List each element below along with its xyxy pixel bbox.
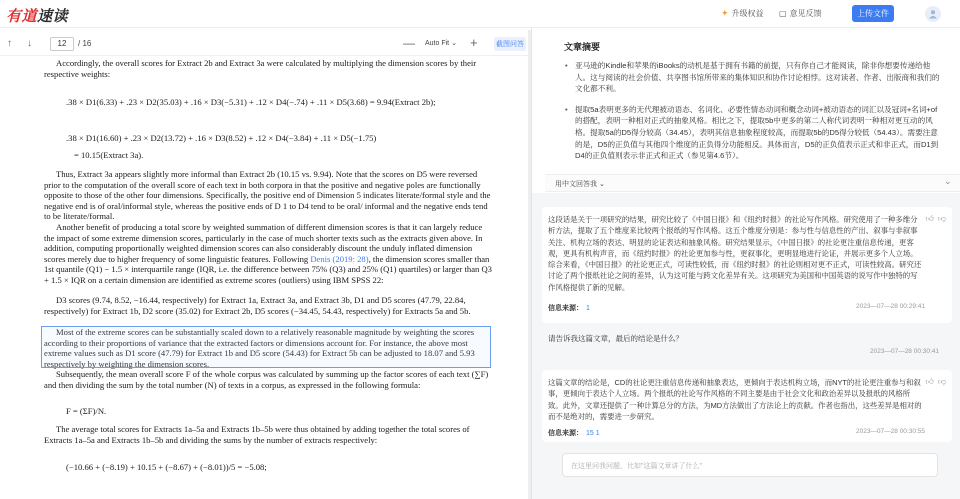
message-time: 2023—07—28 00:29:41 [855,303,925,310]
chat-input[interactable] [571,459,931,473]
doc-paragraph: Subsequently, the mean overall score F of the whole corpus was calculated by summing up the factor scores of each text (∑F) and then dividing the sum by the total number (N) of texts in a corpus, as expressed in the following formula: [44,369,489,390]
upload-file-button[interactable]: 上传文件 [852,5,894,22]
summary-list [561,60,941,171]
doc-text: , the dimension scores smaller than 1st quantile (Q1) − 1.5 × interquartile range (IQR, i.e. the difference between 75% (Q3) and 25% (Q1) quartiles) or larger than Q3 + 1.5 × IQR on a certain dimension are identified as extreme scores (outliers) using IBM SPSS 22: [44,253,492,285]
doc-paragraph: Thus, Extract 3a appears slightly more informal than Extract 2b (10.15 vs. 9.94). Note that the scores on D5 were reversed prior to the computation of the overall score of each text in both corpora in that the positive and negative poles are functionally opposite to those of the other four dimensions. Specifically, the positive end of Dimension 5 indicates literate/formal style and the negative end is of oral/informal style, whereas the positive ends of D 1 to D4 tend to be oral/ informal and the negative ends tend to be literate/formal. [44,169,491,222]
language-bar[interactable] [545,174,960,192]
doc-paragraph-highlighted: Most of the extreme scores can be substantially scaled down to a relatively reasonable magnitude by weighting the scores according to their proportions of variance that the extracted factors or dimensions account for. For instance, the above most extreme values such as D1 score (47.79) for Extract 1b and D5 score (54.43) for Extract 5b can be adjusted to 18.07 and 5.93 respectively by weighting the dimension scores. [44,327,475,369]
message-text: 这篇文章的结论是，CD的社论更注重信息传递和抽象表达，更倾向于表达机构立场，而NYT的社论更注重参与和叙事，更倾向于表达个人立场。两个报纸的社论写作风格的不同主要是由于社会文化和政治差异以及报纸的风格所致。此外，文章还提供了一种计算总分的方法，为MD方法做出了方法论上的贡献。作者也指出，这些差异是相对的而不是绝对的，需要进一步研究。 [548,378,922,421]
selection-highlight [41,326,491,368]
chat-input-box[interactable] [562,453,938,477]
feedback-button[interactable] [779,8,822,19]
summary-item: • 提取5a表明更多的无代理被动语态、名词化、必要性情态动词和概念动词+被动语态的词汇以及冠词+名词+of的搭配，表明一种相对正式的抽象风格。相比之下，提取5b中更多的第二人称代词表明一种相对更互动的风格。提取5a的D5得分较高（34.45），表明其信息抽象程度较高，而提取5b的D5得分较低（54.43）。需要注意的是，D5的正负值与其他四个维度的正负得分功能相反。具体而言，D5的正负值表示正式和非正式，而D1到D4的正负值则表示非正式和正式（参见第4.6节）。 [561,104,941,162]
thumbs-down-icon[interactable]: 👎︎ [937,377,946,386]
arrow-down-icon[interactable]: ↓ [27,38,32,49]
page-number-input[interactable]: 12 [50,37,74,51]
logo-suodu: 速读 [37,8,69,25]
user-message: 请告诉我这篇文章，最后的结论是什么？ [548,334,683,343]
citation-link[interactable]: Denis (2019: 28) [310,253,369,264]
zoom-in-icon[interactable]: + [470,35,478,50]
logo-youdao: 有道 [6,8,38,25]
assistant-message [542,370,952,442]
document-viewer[interactable] [0,56,530,499]
equation-3: F = (ΣF)/N. [66,406,107,416]
doc-paragraph [44,222,492,286]
equation-2b: = 10.15(Extract 3a). [74,150,144,160]
feedback-label: 意见反馈 [789,9,822,18]
feedback-icons [926,214,947,224]
avatar[interactable] [925,6,941,22]
equation-2a: .38 × D1(16.60) + .23 × D2(13.72) + .16 × D3(8.52) + .12 × D4(−3.84) + .11 × D5(−1.75) [66,133,377,143]
feedback-icons [926,377,947,387]
thumbs-down-icon[interactable]: 👎︎ [937,214,946,223]
doc-paragraph: Accordingly, the overall scores for Extract 2b and Extract 3a were calculated by multiplying the dimension scores by their respective weights: [44,58,477,79]
message-time: 2023—07—28 00:30:55 [855,428,925,435]
chevron-down-icon: ⌄ [451,40,457,47]
logo[interactable] [6,5,68,26]
equation-1: .38 × D1(6.33) + .23 × D2(35.03) + .16 × D3(−5.31) + .12 × D4(−.74) + .11 × D5(3.68) = 9.94(Extract 2b); [66,97,436,107]
upgrade-label: 升级权益 [731,9,764,18]
screenshot-ask-button[interactable]: 截图问答 [494,37,526,51]
doc-text: Another benefit of producing a total score by weighted summation of different dimension scores is that it can largely reduce the impact of some extreme dimension scores, particularly in the case of much shorter texts such as the extracts given above. In addition, computing proportionally weighted dimension scores can also considerably discount the unduly inflated dimension scores merely due to higher frequency of some linguistic features. Following [44,222,483,264]
user-message-time: 2023—07—28 00:30:41 [870,348,940,355]
user-icon [928,9,938,19]
zoom-label: Auto Fit [425,40,450,47]
arrow-up-icon[interactable]: ↑ [7,38,12,49]
zoom-out-icon[interactable]: — [403,36,415,50]
assistant-message [542,207,952,323]
doc-paragraph: D3 scores (9.74, 8.52, −16.44, respectively) for Extract 1a, Extract 3a, and Extract 3b, D1 and D5 scores (47.79, 22.84, respectively) for Extract 1b, D2 score (35.02) for Extract 2b, D5 scores (−34.45, 54.43, respectively) for Extracts 5a and 5b. [44,295,471,316]
summary-title: 文章摘要 [564,42,601,52]
message-text: 这段话是关于一项研究的结果，研究比较了《中国日报》和《纽约时报》的社论写作风格。研究使用了一种多维分析方法，提取了五个维度来比较两个报纸的写作风格。这五个维度分别是：参与性与信息性的产出、叙事与非叙事关注、机构立场的表达、明显的论证表达和抽象风格。研究结果显示，《中国日报》的社论更注重信息传递，更客观，更具有机构声音，而《纽约时报》的社论更加参与性，更叙事化，更明显地进行论证，并展示更多个人立场。综合来看，《中国日报》的社论更正式，可读性较低，而《纽约时报》的社论则相对更不正式，可读性较高。研究还讨论了两个报纸社论之间的差异，认为这可能与跨文化差异有关。这项研究为美国和中国英语的说写作中独特的写作风格提供了新的见解。 [548,215,922,292]
top-header [0,0,960,28]
butterfly-icon: ✦ [721,8,729,18]
equation-4: (−10.66 + (−8.19) + 10.15 + (−8.67) + (−8.01))/5 = −5.08; [66,462,267,472]
collapse-chevron-icon[interactable]: ⌄ [944,176,952,186]
thumbs-up-icon[interactable]: 👍︎ [925,377,934,386]
upgrade-button[interactable] [721,8,764,19]
source-link[interactable]: 15 1 [586,430,600,437]
doc-paragraph: The average total scores for Extracts 1a–5a and Extracts 1b–5b were thus obtained by adding together the total scores of Extracts 1a–5a and Extracts 1b–5b and dividing the sums by the number of extracts respectively: [44,424,470,445]
message-source [548,428,600,438]
source-label: 信息来源： [548,305,583,312]
language-label[interactable] [555,179,605,189]
summary-item: • 亚马逊的Kindle和苹果的iBooks的动机是基于拥有书籍的前提，只有你自己才能阅读，除非你想要传递给他人。这与阅读的社会价值、共享图书馆所带来的集体知识和协作讨论相悖。这对读者、作者、出版商和我们的文化都不利。 [561,60,941,95]
language-text: 用中文回答我 [555,181,597,188]
feedback-icon: ▢ [779,9,787,18]
message-source [548,303,590,313]
chevron-down-icon: ⌄ [598,181,605,188]
page-total: / 16 [78,39,92,48]
source-link[interactable]: 1 [586,305,590,312]
thumbs-up-icon[interactable]: 👍︎ [925,214,934,223]
zoom-select[interactable] [425,39,457,47]
source-label: 信息来源： [548,430,583,437]
